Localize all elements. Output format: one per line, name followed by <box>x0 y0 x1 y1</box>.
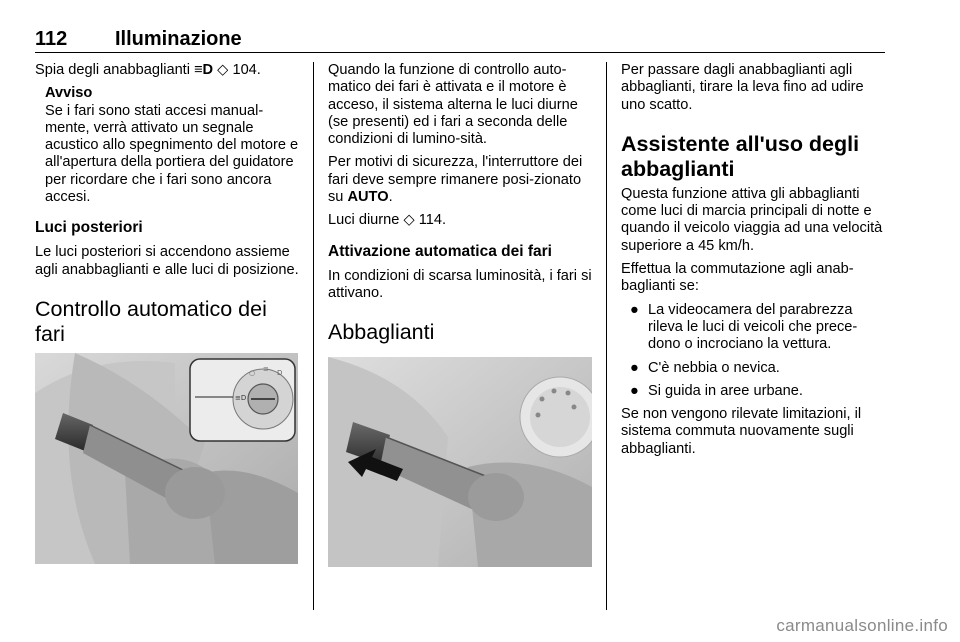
page-number: 112 <box>35 28 68 50</box>
high-beam-lever-illustration <box>328 357 592 567</box>
paragraph-attivazione: In condizioni di scarsa luminosità, i fari si attivano. <box>328 267 592 301</box>
column-2 <box>328 62 593 567</box>
headlight-switch-illustration <box>35 353 298 564</box>
note-box <box>45 85 300 206</box>
figure-high-beam-lever <box>328 357 592 567</box>
figure-headlight-switch <box>35 353 298 564</box>
paragraph-safety: Per motivi di sicurezza, l'interruttore dei fari deve sempre rimanere posi-zionato su AUTO. <box>328 154 583 206</box>
page-title: Illuminazione <box>115 28 242 50</box>
paragraph-assistente: Questa funzione attiva gli abbaglianti come luci di marcia principali di notte e quando il veicolo viaggia ad una velocità superiore a 45 km/h. <box>621 185 883 254</box>
bullet-icon: ● <box>630 382 639 399</box>
low-beam-icon: ≡D <box>194 62 214 78</box>
heading-assistente-abbaglianti: Assistente all'uso degli abbaglianti <box>621 131 860 181</box>
paragraph-no-limits: Se non vengono rilevate limitazioni, il sistema commuta nuovamente sugli abbaglianti. <box>621 406 862 457</box>
page-ref: ◇ 104. <box>217 62 261 78</box>
heading-attivazione-automatica: Attivazione automatica dei fari <box>328 242 552 260</box>
svg-text:≡D: ≡D <box>235 393 247 402</box>
paragraph-commutazione: Effettua la commutazione agli anab-baglianti se: <box>621 261 854 295</box>
bullet-icon: ● <box>630 359 639 376</box>
paragraph-luci-posteriori: Le luci posteriori si accendono assieme agli anabbaglianti e alle luci di posizione. <box>35 244 299 278</box>
column-divider-left <box>313 62 314 610</box>
bullet-icon: ● <box>630 301 639 318</box>
paragraph-high-beam: Per passare dagli anabbaglianti agli abbaglianti, tirare la leva fino ad udire uno scatto. <box>621 62 864 113</box>
paragraph-drl-ref: Luci diurne ◇ 114. <box>328 212 447 229</box>
list-item: ● Si guida in aree urbane. <box>630 382 803 399</box>
column-divider-right <box>606 62 607 610</box>
watermark: carmanualsonline.info <box>776 616 948 635</box>
note-title: Avviso <box>45 85 93 102</box>
heading-abbaglianti: Abbaglianti <box>328 320 435 345</box>
heading-controllo-automatico: Controllo automatico dei fari <box>35 296 267 346</box>
list-item: ● La videocamera del parabrezza rileva le luci di veicoli che prece-dono o incrociano la vettura. <box>630 301 858 353</box>
column-3 <box>621 62 887 464</box>
note-text: Se i fari sono stati accesi manual-mente, verrà attivato un segnale acustico allo spegnimento del motore e all'apertura della portiera del guidatore per ricordare che i fari sono ancora accesi. <box>45 102 299 206</box>
page-header <box>35 28 885 53</box>
list-item: ● C'è nebbia o nevica. <box>630 359 780 376</box>
paragraph-auto-control: Quando la funzione di controllo auto-matico dei fari è attivata e il motore è acceso, il sistema alterna le luci diurne (se presenti) ed i fari a seconda delle condizioni di lumino-sità. <box>328 62 578 148</box>
column-1 <box>35 62 300 564</box>
low-beam-indicator-line: Spia degli anabbaglianti ≡D ◇ 104. <box>35 62 261 78</box>
auto-position-label: AUTO <box>347 189 389 206</box>
heading-luci-posteriori: Luci posteriori <box>35 219 143 237</box>
svg-text:○: ○ <box>249 368 256 377</box>
svg-text:≡: ≡ <box>263 364 269 373</box>
svg-text:D: D <box>277 368 283 377</box>
